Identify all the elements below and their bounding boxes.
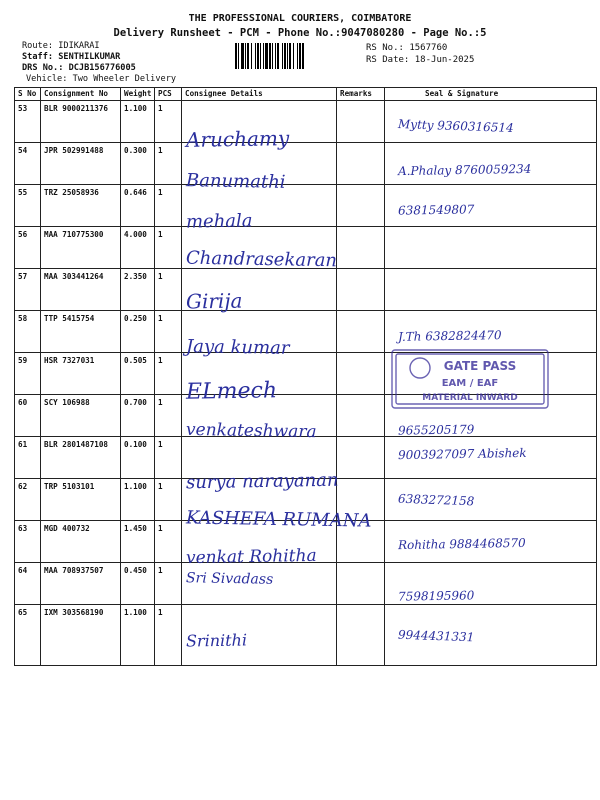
cell-pcs: 1 (155, 269, 182, 311)
col-sno-header: S No (15, 88, 41, 101)
cell-pcs: 1 (155, 437, 182, 479)
cell-consignment: BLR 2801487108 (41, 437, 121, 479)
gate-pass-stamp (390, 348, 550, 410)
handwritten-signature: Rohitha 9884468570 (397, 535, 526, 553)
cell-sno: 57 (15, 269, 41, 311)
handwritten-signature: 7598195960 (397, 588, 475, 604)
handwritten-consignee: ELmech (185, 378, 278, 405)
cell-consignment: TRP 5103101 (41, 479, 121, 521)
handwritten-consignee: Aruchamy (185, 126, 290, 152)
cell-weight: 2.350 (121, 269, 155, 311)
cell-weight: 0.300 (121, 143, 155, 185)
cell-sno: 54 (15, 143, 41, 185)
cell-consignment: MAA 710775300 (41, 227, 121, 269)
col-consignment-header: Consignment No (41, 88, 121, 101)
cell-weight: 0.250 (121, 311, 155, 353)
cell-remarks (337, 143, 385, 185)
cell-pcs: 1 (155, 311, 182, 353)
cell-remarks (337, 395, 385, 437)
cell-pcs: 1 (155, 605, 182, 666)
cell-pcs: 1 (155, 353, 182, 395)
staff-label: Staff: SENTHILKUMAR (22, 52, 121, 62)
cell-remarks (337, 605, 385, 666)
col-pcs-header: PCS (155, 88, 182, 101)
cell-remarks (337, 563, 385, 605)
company-name: THE PROFESSIONAL COURIERS, COIMBATORE (188, 13, 412, 24)
cell-consignment: SCY 106988 (41, 395, 121, 437)
cell-consignment: JPR 502991488 (41, 143, 121, 185)
col-weight-header: Weight (121, 88, 155, 101)
cell-pcs: 1 (155, 521, 182, 563)
cell-weight: 1.100 (121, 101, 155, 143)
cell-sno: 56 (15, 227, 41, 269)
stamp-line-2: EAM / EAF (441, 378, 499, 389)
cell-remarks (337, 437, 385, 479)
cell-pcs: 1 (155, 395, 182, 437)
cell-sno: 55 (15, 185, 41, 227)
handwritten-consignee: venkat Rohitha (185, 545, 317, 569)
cell-sno: 64 (15, 563, 41, 605)
handwritten-signature: J.Th 6382824470 (397, 328, 502, 344)
cell-signature (385, 227, 597, 269)
table-row (15, 269, 597, 311)
col-remarks-header: Remarks (337, 88, 385, 101)
table-row (15, 605, 597, 666)
cell-pcs: 1 (155, 563, 182, 605)
cell-consignment: TRZ 25058936 (41, 185, 121, 227)
handwritten-consignee: venkateshwara (185, 419, 317, 443)
cell-weight: 1.450 (121, 521, 155, 563)
col-consignee-header: Consignee Details (182, 88, 337, 101)
barcode-image (235, 43, 357, 69)
cell-consignment: MGD 400732 (41, 521, 121, 563)
cell-remarks (337, 185, 385, 227)
cell-remarks (337, 311, 385, 353)
cell-sno: 62 (15, 479, 41, 521)
runsheet-title: Delivery Runsheet - PCM - Phone No.:9047080280 - Page No.:5 (113, 27, 487, 39)
cell-weight: 0.700 (121, 395, 155, 437)
cell-weight: 0.450 (121, 563, 155, 605)
table-row (15, 563, 597, 605)
cell-weight: 4.000 (121, 227, 155, 269)
cell-sno: 65 (15, 605, 41, 666)
vehicle-label: Vehicle: Two Wheeler Delivery (26, 74, 177, 84)
cell-consignment: MAA 708937507 (41, 563, 121, 605)
handwritten-consignee: surya narayanan (185, 469, 339, 494)
cell-weight: 0.505 (121, 353, 155, 395)
cell-pcs: 1 (155, 479, 182, 521)
handwritten-consignee: Jaya kumar (185, 336, 290, 359)
cell-consignment: MAA 303441264 (41, 269, 121, 311)
col-signature-header: Seal & Signature (385, 88, 597, 101)
handwritten-signature: 9655205179 (397, 422, 475, 438)
cell-pcs: 1 (155, 227, 182, 269)
cell-sno: 61 (15, 437, 41, 479)
rs-number: RS No.: 1567760 (366, 43, 448, 53)
cell-weight: 1.100 (121, 605, 155, 666)
cell-consignment: BLR 9000211376 (41, 101, 121, 143)
handwritten-signature: A.Phalay 8760059234 (397, 161, 532, 179)
cell-consignment: HSR 7327031 (41, 353, 121, 395)
cell-weight: 0.646 (121, 185, 155, 227)
stamp-line-1: GATE PASS (443, 359, 517, 373)
cell-sno: 63 (15, 521, 41, 563)
handwritten-consignee: Banumathi (185, 170, 286, 193)
cell-sno: 58 (15, 311, 41, 353)
cell-sno: 59 (15, 353, 41, 395)
cell-consignment: IXM 303568190 (41, 605, 121, 666)
cell-consignment: TTP 5415754 (41, 311, 121, 353)
handwritten-signature: 9944431331 (397, 627, 475, 645)
cell-remarks (337, 353, 385, 395)
handwritten-consignee: Chandrasekaran (185, 247, 338, 272)
cell-weight: 0.100 (121, 437, 155, 479)
cell-weight: 1.100 (121, 479, 155, 521)
handwritten-consignee: Sri Sivadass (185, 570, 274, 588)
handwritten-consignee: KASHEFA RUMANA (185, 507, 372, 532)
table-row (15, 185, 597, 227)
handwritten-signature: Mytty 9360316514 (397, 116, 514, 136)
handwritten-signature: 6383272158 (397, 491, 475, 509)
handwritten-signature: 9003927097 Abishek (397, 445, 527, 463)
handwritten-consignee: Srinithi (185, 630, 248, 651)
cell-sno: 60 (15, 395, 41, 437)
cell-sno: 53 (15, 101, 41, 143)
stamp-line-3: MATERIAL INWARD (422, 393, 518, 403)
handwritten-signature: 6381549807 (397, 202, 475, 218)
cell-remarks (337, 227, 385, 269)
drs-number: DRS No.: DCJB156776005 (22, 63, 136, 73)
route-label: Route: IDIKARAI (22, 41, 100, 51)
table-header-row (15, 88, 597, 101)
handwritten-consignee: mehala (185, 210, 253, 233)
table-row (15, 311, 597, 353)
cell-pcs: 1 (155, 101, 182, 143)
cell-signature (385, 269, 597, 311)
cell-pcs: 1 (155, 185, 182, 227)
cell-pcs: 1 (155, 143, 182, 185)
cell-remarks (337, 269, 385, 311)
handwritten-consignee: Girija (185, 288, 243, 314)
cell-remarks (337, 101, 385, 143)
rs-date: RS Date: 18-Jun-2025 (366, 55, 475, 65)
